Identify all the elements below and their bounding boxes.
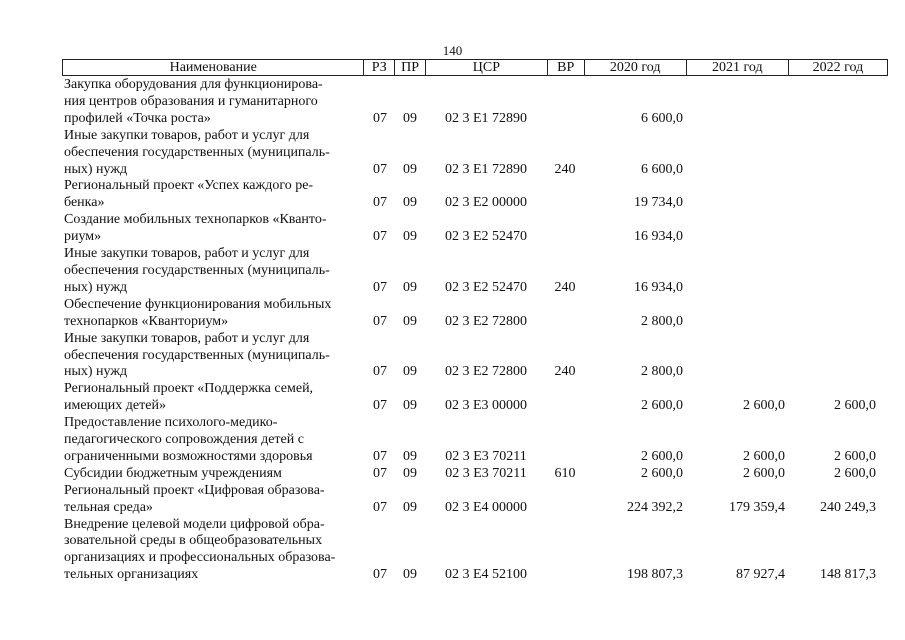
table-row: [62, 381, 886, 415]
row-name: [62, 415, 365, 466]
row-name-line: обеспечения государственных (муниципаль-: [64, 347, 330, 363]
row-name-line: тельных организациях: [64, 567, 199, 583]
cell-y2021: 87 927,4: [736, 567, 785, 583]
cell-y2020: 6 600,0: [641, 161, 683, 177]
cell-pr: 09: [403, 279, 417, 295]
row-name-line: обеспечения государственных (муниципаль-: [64, 144, 330, 160]
row-name: [62, 128, 365, 179]
cell-rz: 07: [373, 398, 387, 414]
cell-rz: 07: [373, 229, 387, 245]
row-name: [62, 517, 365, 585]
table-row: [62, 77, 886, 128]
cell-rz: 07: [373, 110, 387, 126]
column-header-vr: ВР: [548, 60, 585, 75]
cell-pr: 09: [403, 364, 417, 380]
cell-y2020: 2 600,0: [641, 465, 683, 481]
row-name-line: зовательной среды в общеобразовательных: [64, 533, 323, 549]
row-name-line: тельная среда»: [64, 499, 153, 515]
row-name-line: Иные закупки товаров, работ и услуг для: [64, 127, 310, 143]
cell-pr: 09: [403, 110, 417, 126]
cell-rz: 07: [373, 567, 387, 583]
row-name-line: Региональный проект «Поддержка семей,: [64, 381, 314, 397]
table-row: [62, 212, 886, 246]
cell-pr: 09: [403, 448, 417, 464]
row-name-line: обеспечения государственных (муниципаль-: [64, 262, 330, 278]
column-header-rz: РЗ: [364, 60, 395, 75]
cell-pr: 09: [403, 499, 417, 515]
row-name-line: ных) нужд: [64, 364, 128, 380]
row-name-line: Внедрение целевой модели цифровой обра-: [64, 516, 325, 532]
row-name-line: Региональный проект «Цифровая образова-: [64, 482, 325, 498]
row-name-line: бенка»: [64, 195, 105, 211]
table-row: [62, 128, 886, 179]
cell-y2020: 16 934,0: [634, 279, 683, 295]
cell-y2022: 240 249,3: [820, 499, 876, 515]
row-name-line: профилей «Точка роста»: [64, 110, 211, 126]
cell-y2021: 179 359,4: [729, 499, 785, 515]
cell-y2022: 2 600,0: [834, 398, 876, 414]
row-name: [62, 381, 365, 415]
cell-csr: 02 3 E2 72800: [444, 313, 528, 329]
row-name-line: Региональный проект «Успех каждого ре-: [64, 178, 314, 194]
cell-pr: 09: [403, 465, 417, 481]
row-name-line: Обеспечение функционирования мобильных: [64, 296, 332, 312]
cell-vr: 240: [554, 364, 576, 380]
cell-rz: 07: [373, 313, 387, 329]
row-name-line: риум»: [64, 229, 102, 245]
row-name-line: Субсидии бюджетным учреждениям: [64, 465, 282, 481]
cell-rz: 07: [373, 364, 387, 380]
table-row: [62, 466, 886, 483]
cell-pr: 09: [403, 313, 417, 329]
cell-csr: 02 3 E3 70211: [445, 448, 527, 464]
column-header-2021: 2021 год: [687, 60, 789, 75]
row-name-line: имеющих детей»: [64, 398, 166, 414]
table-row: [62, 415, 886, 466]
table-row: [62, 297, 886, 331]
cell-vr: 240: [554, 161, 576, 177]
row-name-line: педагогического сопровождения детей с: [64, 432, 304, 448]
row-name-line: технопарков «Кванториум»: [64, 313, 229, 329]
table-row: [62, 331, 886, 382]
row-name-line: Иные закупки товаров, работ и услуг для: [64, 330, 310, 346]
page-number: 140: [442, 43, 463, 58]
cell-y2021: 2 600,0: [743, 398, 785, 414]
cell-y2020: 2 600,0: [641, 398, 683, 414]
cell-y2020: 224 392,2: [627, 499, 683, 515]
cell-rz: 07: [373, 161, 387, 177]
row-name: [62, 297, 365, 331]
row-name: [62, 331, 365, 382]
cell-csr: 02 3 E3 00000: [444, 398, 528, 414]
row-name: [62, 178, 365, 212]
row-name-line: организациях и профессиональных образова-: [64, 550, 336, 566]
cell-y2020: 2 800,0: [641, 313, 683, 329]
column-header-name: Наименование: [63, 60, 364, 75]
cell-csr: 02 3 E1 72890: [444, 161, 528, 177]
cell-csr: 02 3 E4 52100: [444, 567, 528, 583]
column-header-2020: 2020 год: [585, 60, 687, 75]
cell-y2022: 2 600,0: [834, 465, 876, 481]
cell-y2022: 148 817,3: [820, 567, 876, 583]
row-name-line: Закупка оборудования для функционирова-: [64, 77, 323, 92]
row-name-line: ных) нужд: [64, 161, 128, 177]
cell-y2020: 2 600,0: [641, 448, 683, 464]
cell-pr: 09: [403, 398, 417, 414]
cell-vr: 240: [554, 279, 576, 295]
table-row: [62, 246, 886, 297]
table-header: [62, 59, 888, 76]
column-header-csr: ЦСР: [426, 60, 548, 75]
cell-rz: 07: [373, 279, 387, 295]
row-name-line: ных) нужд: [64, 279, 128, 295]
cell-csr: 02 3 E3 70211: [445, 465, 527, 481]
cell-vr: 610: [554, 465, 576, 481]
row-name: [62, 466, 365, 483]
cell-csr: 02 3 E4 00000: [444, 499, 528, 515]
cell-rz: 07: [373, 465, 387, 481]
row-name-line: ния центров образования и гуманитарного: [64, 93, 318, 109]
table-row: [62, 178, 886, 212]
row-name: [62, 212, 365, 246]
row-name: [62, 246, 365, 297]
table-body: [62, 77, 886, 584]
cell-csr: 02 3 E2 00000: [444, 195, 528, 211]
cell-rz: 07: [373, 499, 387, 515]
cell-y2020: 198 807,3: [627, 567, 683, 583]
cell-y2020: 6 600,0: [641, 110, 683, 126]
row-name-line: Создание мобильных технопарков «Кванто-: [64, 212, 327, 228]
column-header-pr: ПР: [395, 60, 426, 75]
cell-csr: 02 3 E1 72890: [444, 110, 528, 126]
row-name-line: ограниченными возможностями здоровья: [64, 448, 313, 464]
cell-pr: 09: [403, 567, 417, 583]
column-header-2022: 2022 год: [812, 60, 864, 75]
row-name: [62, 77, 365, 128]
cell-rz: 07: [373, 448, 387, 464]
cell-csr: 02 3 E2 52470: [444, 229, 528, 245]
cell-y2022: 2 600,0: [834, 448, 876, 464]
cell-csr: 02 3 E2 72800: [444, 364, 528, 380]
table-row: [62, 483, 886, 517]
cell-y2021: 2 600,0: [743, 465, 785, 481]
cell-rz: 07: [373, 195, 387, 211]
cell-pr: 09: [403, 195, 417, 211]
table-row: [62, 517, 886, 585]
row-name-line: Иные закупки товаров, работ и услуг для: [64, 246, 310, 262]
cell-csr: 02 3 E2 52470: [444, 279, 528, 295]
cell-pr: 09: [403, 229, 417, 245]
cell-y2020: 19 734,0: [634, 195, 683, 211]
cell-y2020: 16 934,0: [634, 229, 683, 245]
cell-pr: 09: [403, 161, 417, 177]
cell-y2021: 2 600,0: [743, 448, 785, 464]
row-name-line: Предоставление психолого-медико-: [64, 415, 278, 431]
cell-y2020: 2 800,0: [641, 364, 683, 380]
row-name: [62, 483, 365, 517]
